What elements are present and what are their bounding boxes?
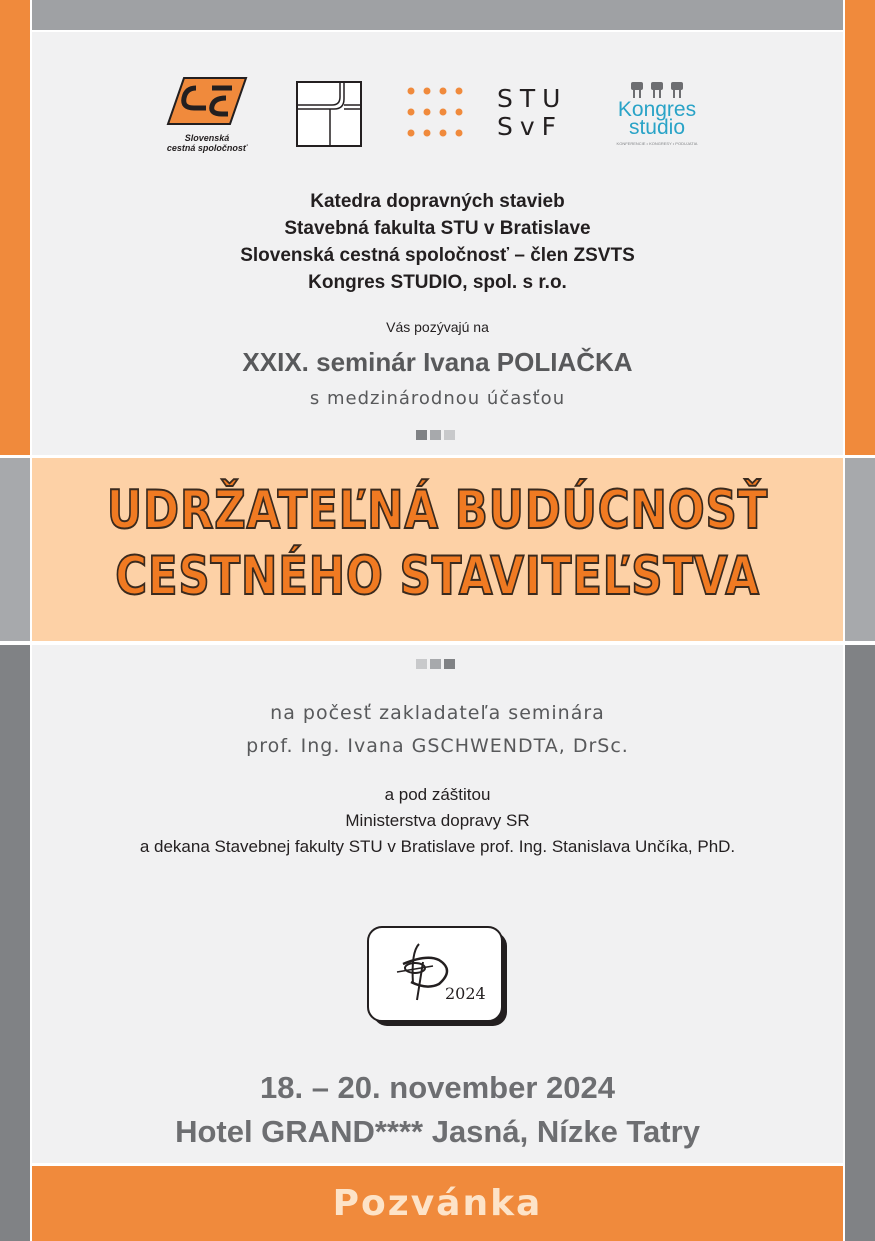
ssc-logo-line1: Slovenská xyxy=(184,133,230,143)
event-venue: Hotel GRAND**** Jasná, Nízke Tatry xyxy=(175,1114,700,1149)
top-grey-bar xyxy=(32,0,843,30)
organizer-line: Katedra dopravných stavieb xyxy=(310,191,565,212)
organizer-line: Slovenská cestná spoločnosť – člen ZSVTS xyxy=(240,245,635,266)
organizer-line: Stavebná fakulta STU v Bratislave xyxy=(284,218,591,239)
stu-dots-icon xyxy=(407,86,471,142)
seminar-title: XXIX. seminár Ivana POLIAČKA xyxy=(242,347,633,377)
footer-bar xyxy=(32,1166,843,1241)
footer-label: Pozvánka xyxy=(332,1183,543,1224)
event-block xyxy=(32,1066,843,1154)
stu-svf-logo xyxy=(407,86,567,142)
right-dark-stripe xyxy=(845,645,875,1241)
seminar-monogram-icon xyxy=(367,926,507,1026)
honor-line2: prof. Ing. Ivana GSCHWENDTA, DrSc. xyxy=(246,735,629,757)
seminar-badge xyxy=(367,926,507,1026)
honor-line1: na počesť zakladateľa seminára xyxy=(270,702,605,724)
invite-text: Vás pozývajú na xyxy=(386,319,489,335)
hero-title xyxy=(105,478,770,610)
ssc-logo-line2: cestná spoločnosť xyxy=(166,143,248,153)
patronage-line3: a dekana Stavebnej fakulty STU v Bratislave prof. Ing. Stanislava Unčíka, PhD. xyxy=(139,837,736,856)
svf-logo-text: SvF xyxy=(497,112,564,141)
right-grey-stripe xyxy=(845,458,875,641)
left-dark-stripe xyxy=(0,645,30,1241)
divider-squares-top xyxy=(416,430,455,440)
left-orange-stripe xyxy=(0,0,30,455)
organizer-line: Kongres STUDIO, spol. s r.o. xyxy=(308,272,567,293)
patronage-line1: a pod záštitou xyxy=(384,785,491,804)
event-dates: 18. – 20. november 2024 xyxy=(259,1070,615,1105)
right-orange-stripe xyxy=(845,0,875,455)
kds-logo xyxy=(296,81,362,147)
organizers-block xyxy=(32,188,843,296)
seminar-subtitle: s medzinárodnou účasťou xyxy=(309,388,566,409)
stu-logo-text: STU xyxy=(497,84,568,113)
left-grey-stripe xyxy=(0,458,30,641)
ssc-emblem-icon xyxy=(166,76,248,126)
kongres-logo-line1: Kongres xyxy=(617,98,697,121)
hero-title-line1: UDRŽATEĽNÁ BUDÚCNOSŤ xyxy=(106,480,769,541)
road-profile-icon xyxy=(296,81,362,147)
patronage-block xyxy=(32,782,843,860)
chairs-icon xyxy=(627,80,687,100)
kongres-studio-logo xyxy=(610,80,704,150)
divider-squares-bottom xyxy=(416,659,455,669)
badge-year: 2024 xyxy=(445,984,486,1003)
hero-title-line2: CESTNÉHO STAVITEĽSTVA xyxy=(115,546,760,607)
honor-block xyxy=(32,697,843,763)
patronage-line2: Ministerstva dopravy SR xyxy=(345,811,530,830)
kongres-logo-tagline: KONFERENCIE • KONGRESY • PODUJATIA xyxy=(616,141,698,146)
kongres-logo-line2: studio xyxy=(628,116,686,139)
ssc-logo xyxy=(166,76,248,152)
